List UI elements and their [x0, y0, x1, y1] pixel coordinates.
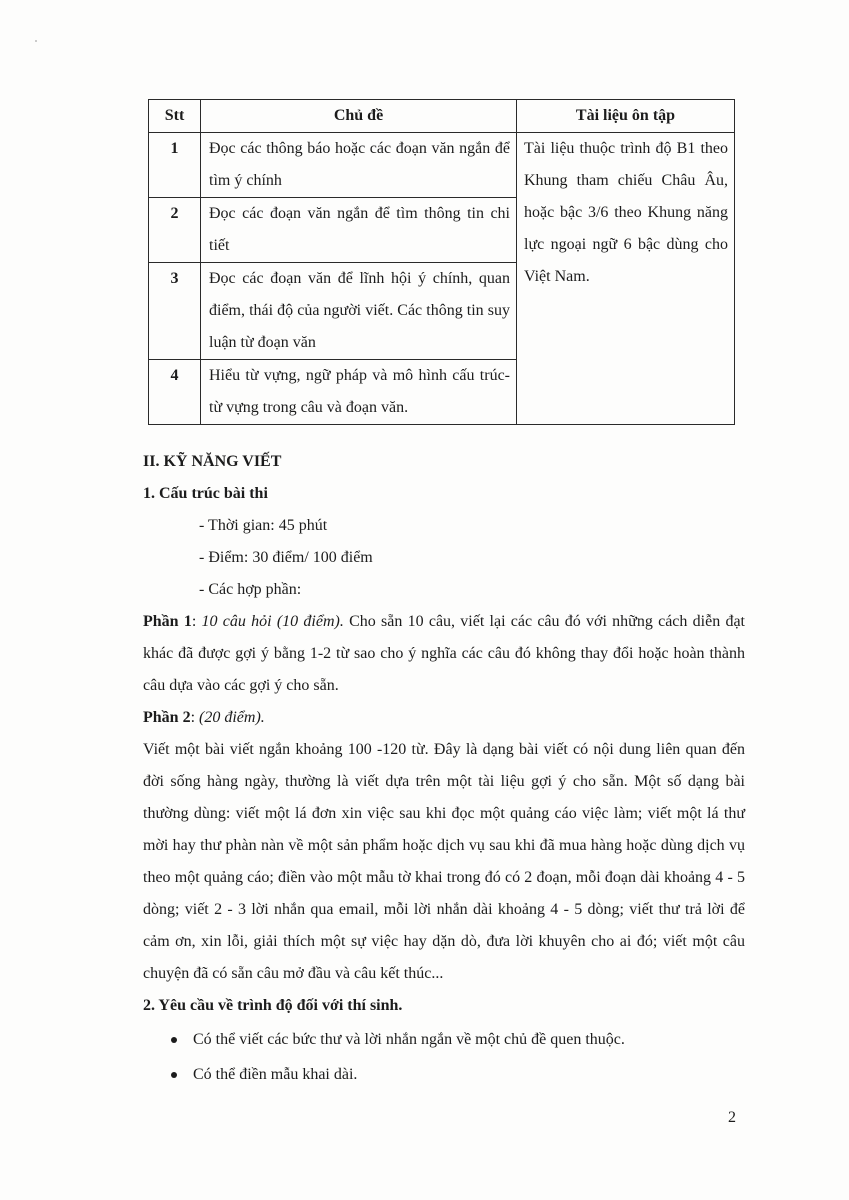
- list-item: [143, 1057, 745, 1092]
- part1-label: Phần 1: [143, 613, 192, 630]
- row-topic: Hiểu từ vựng, ngữ pháp và mô hình cấu trúc- từ vựng trong câu và đoạn văn.: [201, 360, 517, 425]
- header-materials: Tài liệu ôn tập: [517, 100, 735, 133]
- row-stt: 3: [149, 263, 201, 360]
- table-header-row: [149, 100, 735, 133]
- part2-heading: [143, 702, 745, 734]
- part2-score: (20 điểm).: [199, 709, 265, 726]
- header-stt: Stt: [149, 100, 201, 133]
- part1-description: Cho sẵn 10 câu, viết lại các câu đó với những cách diễn đạt khác đã được gợi ý bằng 1-2 từ sao cho ý nghĩa các câu đó không thay đổi hoặc hoàn thành câu dựa vào các gợi ý cho sẵn.: [143, 613, 746, 694]
- row-topic: Đọc các thông báo hoặc các đoạn văn ngắn để tìm ý chính: [201, 133, 517, 198]
- topics-table: [148, 99, 735, 425]
- part2-description: Viết một bài viết ngắn khoảng 100 -120 từ. Đây là dạng bài viết có nội dung liên quan đến đời sống hàng ngày, thường là viết dựa trên một tài liệu gợi ý cho sẵn. Một số dạng bài thường dùng: viết một lá đơn xin việc sau khi đọc một quảng cáo việc làm; viết một lá thư mời hay thư phàn nàn về một sản phẩm hoặc dịch vụ sau khi đã mua hàng hoặc dùng dịch vụ theo một quảng cáo; điền vào một mẫu tờ khai trong đó có 2 đoạn, mỗi đoạn dài khoảng 4 - 5 dòng; viết 2 - 3 lời nhắn qua email, mỗi lời nhắn dài khoảng 4 - 5 dòng; viết thư trả lời để cảm ơn, xin lỗi, giải thích một sự việc hay dặn dò, đưa lời khuyên cho ai đó; viết một câu chuyện đã có sẵn câu mở đầu và câu kết thúc...: [143, 741, 745, 982]
- row-stt: 2: [149, 198, 201, 263]
- row-topic: Đọc các đoạn văn để lĩnh hội ý chính, quan điểm, thái độ của người viết. Các thông tin suy luận từ đoạn văn: [201, 263, 517, 360]
- row-stt: 4: [149, 360, 201, 425]
- row-stt: 1: [149, 133, 201, 198]
- subsection-title-requirements: 2. Yêu cầu về trình độ đối với thí sinh.: [143, 997, 403, 1014]
- requirement-text: Có thể điền mẫu khai dài.: [193, 1066, 358, 1083]
- part1-score: 10 câu hỏi (10 điểm).: [201, 613, 344, 630]
- row-topic: Đọc các đoạn văn ngắn để tìm thông tin chi tiết: [201, 198, 517, 263]
- structure-item: - Thời gian: 45 phút: [199, 517, 328, 534]
- part2-colon: :: [190, 709, 200, 726]
- structure-item: - Các hợp phần:: [199, 581, 302, 598]
- header-topic: Chủ đề: [201, 100, 517, 133]
- writing-skills-section: [143, 446, 745, 1092]
- list-item: [143, 1022, 745, 1057]
- bullet-icon: [171, 1037, 177, 1043]
- scan-speck: [35, 40, 37, 42]
- part1-colon: :: [191, 613, 202, 630]
- subsection-title-structure: 1. Cấu trúc bài thi: [143, 485, 268, 502]
- materials-cell: Tài liệu thuộc trình độ B1 theo Khung tham chiếu Châu Âu, hoặc bậc 3/6 theo Khung năng lực ngoại ngữ 6 bậc dùng cho Việt Nam.: [517, 133, 735, 425]
- part2-label: Phần 2: [143, 709, 191, 726]
- page-number: 2: [728, 1109, 736, 1126]
- table-row: [149, 133, 735, 198]
- section-title: II. KỸ NĂNG VIẾT: [143, 453, 282, 470]
- part1-paragraph: [143, 606, 745, 702]
- requirement-text: Có thể viết các bức thư và lời nhắn ngắn về một chủ đề quen thuộc.: [193, 1031, 625, 1048]
- bullet-icon: [171, 1072, 177, 1078]
- requirements-list: [143, 1022, 745, 1092]
- structure-item: - Điểm: 30 điểm/ 100 điểm: [199, 549, 373, 566]
